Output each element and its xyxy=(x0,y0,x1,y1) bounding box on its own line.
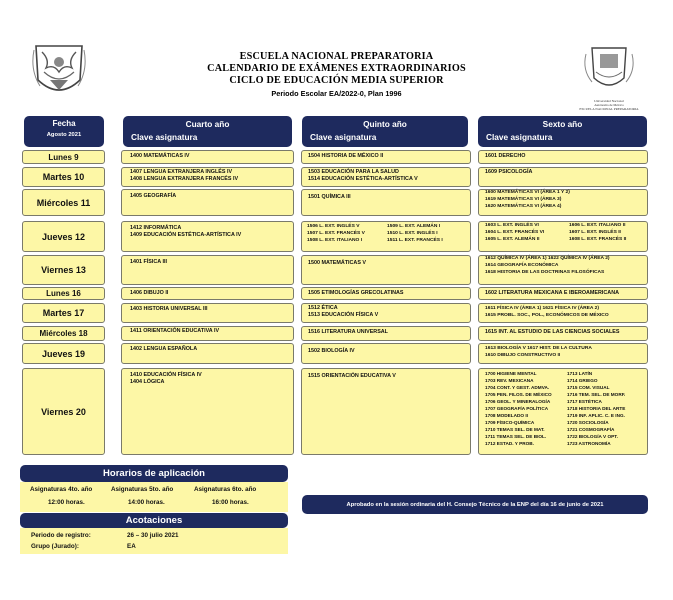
quinto-cell-1 xyxy=(301,150,471,164)
cuarto-subject: 1402 LENGUA ESPAÑOLA xyxy=(130,346,198,352)
quinto-subject: 1504 HISTORIA DE MÉXICO II xyxy=(308,153,384,159)
sexto-cell-7 xyxy=(478,303,648,323)
quinto-subject: 1501 QUÍMICA III xyxy=(308,194,351,200)
cuarto-subject: 1412 INFORMÁTICA xyxy=(130,225,182,231)
cuarto-subject: 1401 FÍSICA III xyxy=(130,259,167,265)
period-label: Periodo Escolar EA/2022-0, Plan 1996 xyxy=(271,89,402,98)
quinto-subject: 1505 ETIMOLOGÍAS GRECOLATINAS xyxy=(308,290,404,296)
sexto-optativa: 1719 INF. APLIC. C. E ING. xyxy=(567,413,625,418)
school-name: ESCUELA NACIONAL PREPARATORIA xyxy=(239,51,434,62)
cuarto-subject: 1411 ORIENTACIÓN EDUCATIVA IV xyxy=(130,328,220,334)
sexto-subject: 1607 L. EXT. INGLÉS II xyxy=(569,230,621,235)
sexto-subject: 1601 DERECHO xyxy=(485,153,526,159)
sexto-cell-3 xyxy=(478,189,648,216)
sexto-optativa: 1718 HISTORIA DEL ARTE xyxy=(567,406,626,411)
calendar-title: CALENDARIO DE EXÁMENES EXTRAORDINARIOS xyxy=(207,63,466,74)
cuarto-subject: 1405 GEOGRAFÍA xyxy=(130,193,177,199)
sexto-subject: 1604 L. EXT. FRANCÉS VI xyxy=(485,230,545,235)
quinto-subject: 1512 ÉTICA xyxy=(308,305,338,311)
sexto-subject: 1620 MATEMÁTICAS VI (ÁREA 4) xyxy=(485,204,562,209)
sexto-optativa: 1712 ESTAD. Y PROB. xyxy=(485,441,534,446)
acotaciones-title: Acotaciones xyxy=(20,513,288,528)
date-lunes-16: Lunes 16 xyxy=(22,287,105,300)
horarios-title: Horarios de aplicación xyxy=(20,465,288,482)
sexto-optativa: 1706 GEOL. Y MINERALOGÍA xyxy=(485,399,551,404)
sexto-optativa: 1705 PEN. FILOS. DE MÉXICO xyxy=(485,392,552,397)
cuarto-subject: 1406 DIBUJO II xyxy=(130,290,169,296)
quinto-subject: 1513 EDUCACIÓN FÍSICA V xyxy=(308,312,379,318)
quinto-cell-5 xyxy=(301,255,471,285)
registro-value: 26 – 30 julio 2021 xyxy=(127,532,179,539)
sexto-optativa: 1715 COM. VISUAL xyxy=(567,385,610,390)
cuarto-subject: 1409 EDUCACIÓN ESTÉTICA-ARTÍSTICA IV xyxy=(130,232,242,238)
fecha-subtitle: Agosto 2021 xyxy=(46,132,82,138)
sexto-optativa: 1717 ESTÉTICA xyxy=(567,399,602,404)
date-viernes-20: Viernes 20 xyxy=(22,368,105,455)
sexto-optativa: 1721 COSMOGRAFÍA xyxy=(567,427,615,432)
sexto-cell-5 xyxy=(478,255,648,285)
grupo-label: Grupo (Jurado): xyxy=(31,543,79,550)
sexto-subject: 1619 MATEMÁTICAS VI (ÁREA 3) xyxy=(485,197,562,202)
seal-line-1: Universidad Nacional xyxy=(594,99,624,103)
cuarto-subject: 1408 LENGUA EXTRANJERA FRANCÉS IV xyxy=(130,176,239,182)
sexto-subject: 1618 HISTORIA DE LAS DOCTRINAS FILOSÓFICAS xyxy=(485,270,605,275)
cuarto-cell-6 xyxy=(121,287,294,300)
sexto-optativa: 1704 CONT. Y GEST. ADMVA. xyxy=(485,385,550,390)
quinto-subject: 1508 L. EXT. ITALIANO I xyxy=(307,238,363,243)
sexto-optativa: 1710 TEMAS SEL. DE MAT. xyxy=(485,427,545,432)
date-martes-17: Martes 17 xyxy=(22,303,105,323)
quinto-subject: 1506 L. EXT. INGLÉS V xyxy=(307,224,360,229)
cuarto-cell-10 xyxy=(121,368,294,455)
sexto-subject: 1610 DIBUJO CONSTRUCTIVO II xyxy=(485,353,561,358)
sexto-optativa: 1722 BIOLOGÍA V OPT. xyxy=(567,434,618,439)
sexto-subject: 1615 INT. AL ESTUDIO DE LAS CIENCIAS SOCIALES xyxy=(485,329,620,335)
cuarto-subject: 1410 EDUCACIÓN FÍSICA IV xyxy=(130,372,202,378)
quinto-subject: 1510 L. EXT. INGLÉS I xyxy=(387,231,438,236)
sexto-subject: 1600 MATEMÁTICAS VI (ÁREA 1 Y 2) xyxy=(485,190,570,195)
date-miercoles-18: Miércoles 18 xyxy=(22,326,105,341)
date-jueves-12: Jueves 12 xyxy=(22,221,105,252)
sexto-clave: Clave asignatura xyxy=(486,132,553,142)
registro-label: Periodo de registro: xyxy=(31,532,91,539)
sexto-subject: 1615 PROBL. SOC., POL., ECONÓMICOS DE MÉXICO xyxy=(485,313,609,318)
quinto-cell-10 xyxy=(301,368,471,455)
sexto-subject: 1605 L. EXT. ALEMÁN II xyxy=(485,237,540,242)
horario-time-6to: 16:00 horas. xyxy=(212,499,249,506)
sexto-subject: 1603 L. EXT. INGLÉS VI xyxy=(485,223,539,228)
quinto-cell-7 xyxy=(301,303,471,323)
date-lunes-9: Lunes 9 xyxy=(22,150,105,164)
aprobado-banner: Aprobado en la sesión ordinaria del H. Consejo Técnico de la ENP del día 16 de junio de 2021 xyxy=(302,495,648,514)
sexto-title: Sexto año xyxy=(542,119,583,129)
sexto-subject: 1606 L. EXT. ITALIANO II xyxy=(569,223,626,228)
cuarto-cell-1 xyxy=(121,150,294,164)
cuarto-header xyxy=(123,116,292,147)
cuarto-cell-5 xyxy=(121,255,294,285)
cuarto-cell-7 xyxy=(121,303,294,323)
cuarto-cell-4 xyxy=(121,221,294,252)
horario-time-5to: 14:00 horas. xyxy=(128,499,165,506)
sexto-cell-6 xyxy=(478,287,648,300)
sexto-cell-4 xyxy=(478,221,648,252)
quinto-subject: 1503 EDUCACIÓN PARA LA SALUD xyxy=(308,169,399,175)
quinto-subject: 1514 EDUCACIÓN ESTÉTICA-ARTÍSTICA V xyxy=(308,176,418,182)
horario-time-4to: 12:00 horas. xyxy=(48,499,85,506)
date-viernes-13: Viernes 13 xyxy=(22,255,105,285)
quinto-cell-4 xyxy=(301,221,471,252)
sexto-optativa: 1711 TEMAS SEL. DE BIOL. xyxy=(485,434,547,439)
sexto-optativa: 1703 REV. MEXICANA xyxy=(485,378,534,383)
cuarto-subject: 1403 HISTORIA UNIVERSAL III xyxy=(130,306,208,312)
quinto-subject: 1516 LITERATURA UNIVERSAL xyxy=(308,329,388,335)
sexto-optativa: 1709 FÍSICO-QUÍMICA xyxy=(485,420,535,425)
sexto-optativa: 1708 MODELADO II xyxy=(485,413,528,418)
cuarto-cell-8 xyxy=(121,326,294,341)
sexto-subject: 1608 L. EXT. FRANCÉS II xyxy=(569,237,627,242)
quinto-clave: Clave asignatura xyxy=(310,132,377,142)
cuarto-cell-3 xyxy=(121,189,294,216)
quinto-subject: 1507 L. EXT. FRANCÉS V xyxy=(307,231,365,236)
quinto-subject: 1509 L. EXT. ALEMÁN I xyxy=(387,224,441,229)
cuarto-subject: 1407 LENGUA EXTRANJERA INGLÉS IV xyxy=(130,169,233,175)
quinto-subject: 1502 BIOLOGÍA IV xyxy=(308,348,355,354)
quinto-title: Quinto año xyxy=(363,119,407,129)
cuarto-subject: 1404 LÓGICA xyxy=(130,379,165,385)
quinto-subject: 1515 ORIENTACIÓN EDUCATIVA V xyxy=(308,373,396,379)
sexto-optativa: 1716 TEM. SEL. DE MORF. xyxy=(567,392,626,397)
horario-label-5to: Asignaturas 5to. año xyxy=(111,486,174,493)
quinto-cell-8 xyxy=(301,326,471,341)
fecha-title: Fecha xyxy=(52,119,76,128)
sexto-optativa: 1714 GRIEGO xyxy=(567,378,598,383)
cuarto-clave: Clave asignatura xyxy=(131,132,198,142)
sexto-optativa: 1707 GEOGRAFÍA POLÍTICA xyxy=(485,406,549,411)
cuarto-cell-9 xyxy=(121,343,294,364)
sexto-cell-1 xyxy=(478,150,648,164)
sexto-subject: 1613 BIOLOGÍA V 1617 HIST. DE LA CULTURA xyxy=(485,346,592,351)
quinto-cell-9 xyxy=(301,343,471,364)
cuarto-title: Cuarto año xyxy=(185,119,230,129)
quinto-cell-6 xyxy=(301,287,471,300)
fecha-header xyxy=(24,116,104,147)
cycle-title: CICLO DE EDUCACIÓN MEDIA SUPERIOR xyxy=(229,75,444,86)
seal-line-2: Autónoma de México xyxy=(594,103,624,107)
sexto-cell-8 xyxy=(478,326,648,341)
horario-label-4to: Asignaturas 4to. año xyxy=(30,486,93,493)
sexto-subject: 1609 PSICOLOGÍA xyxy=(485,169,533,175)
quinto-header xyxy=(302,116,468,147)
sexto-subject: 1602 LITERATURA MEXICANA E IBEROAMERICANA xyxy=(485,290,619,296)
horario-label-6to: Asignaturas 6to. año xyxy=(194,486,257,493)
quinto-subject: 1500 MATEMÁTICAS V xyxy=(308,260,367,266)
sexto-optativa: 1700 HIGIENE MENTAL xyxy=(485,371,537,376)
sexto-cell-2 xyxy=(478,167,648,187)
sexto-subject: 1612 QUÍMICA IV (ÁREA 1) 1622 QUÍMICA IV (ÁREA 2) xyxy=(485,256,610,261)
grupo-value: EA xyxy=(127,543,136,550)
sexto-cell-9 xyxy=(478,343,648,364)
cuarto-subject: 1400 MATEMÁTICAS IV xyxy=(130,153,190,159)
date-martes-10: Martes 10 xyxy=(22,167,105,187)
quinto-cell-2 xyxy=(301,167,471,187)
sexto-header xyxy=(478,116,647,147)
cuarto-cell-2 xyxy=(121,167,294,187)
seal-line-3: ESCUELA NACIONAL PREPARATORIA xyxy=(579,107,639,111)
sexto-subject: 1614 GEOGRAFÍA ECONÓMICA xyxy=(485,263,559,268)
sexto-subject: 1611 FÍSICA IV (ÁREA 1) 1621 FÍSICA IV (ÁREA 2) xyxy=(485,306,599,311)
sexto-optativa: 1713 LATÍN xyxy=(567,371,593,376)
quinto-subject: 1511 L. EXT. FRANCÉS I xyxy=(387,238,443,243)
sexto-optativa: 1720 SOCIOLOGÍA xyxy=(567,420,609,425)
date-miercoles-11: Miércoles 11 xyxy=(22,189,105,216)
date-jueves-19: Jueves 19 xyxy=(22,343,105,364)
sexto-cell-10 xyxy=(478,368,648,455)
sexto-optativa: 1723 ASTRONOMÍA xyxy=(567,441,611,446)
quinto-cell-3 xyxy=(301,189,471,216)
